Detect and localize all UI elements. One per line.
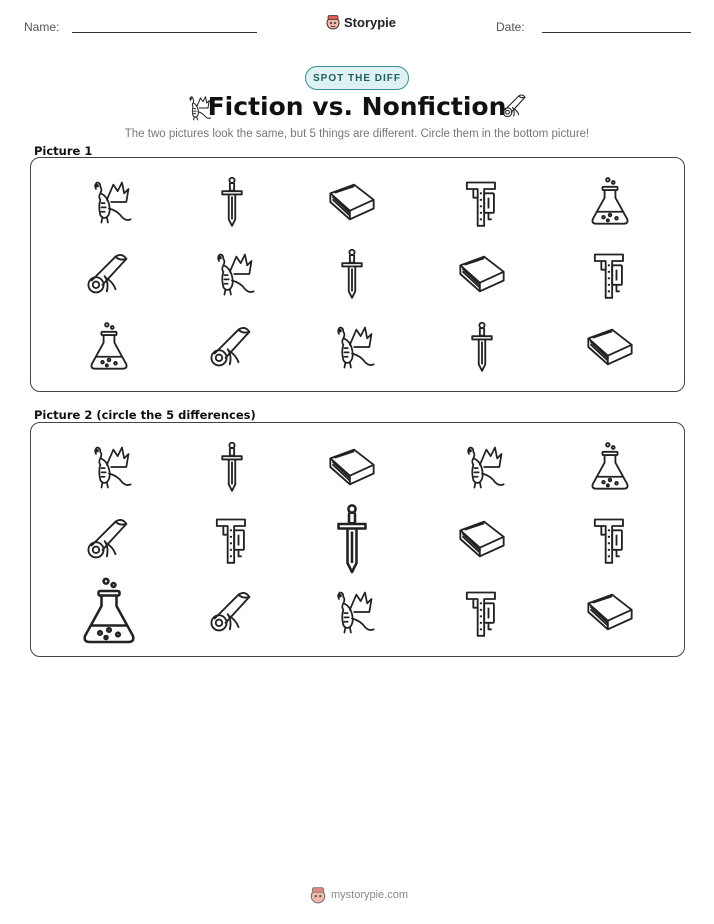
picture-1-caliper-icon[interactable]	[584, 248, 636, 300]
picture-2-sword-icon[interactable]	[316, 503, 388, 575]
picture-2-book-icon[interactable]	[326, 441, 378, 493]
storypie-mascot-icon	[326, 14, 340, 30]
picture-1-book-icon[interactable]	[584, 321, 636, 373]
picture-1-flask-icon[interactable]	[584, 176, 636, 228]
picture-1-book-icon[interactable]	[326, 176, 378, 228]
picture-2-book-icon[interactable]	[584, 586, 636, 638]
spot-the-diff-badge: SPOT THE DIFF	[305, 66, 409, 90]
picture-1-scroll-icon[interactable]	[206, 321, 258, 373]
page-title: Fiction vs. Nonfiction	[207, 92, 507, 121]
instructions: The two pictures look the same, but 5 things are different. Circle them in the bottom picture!	[124, 128, 590, 140]
picture-1-label: Picture 1	[34, 144, 93, 158]
picture-1-frame	[30, 157, 685, 392]
picture-2-sword-icon[interactable]	[206, 441, 258, 493]
footer-url: mystorypie.com	[331, 889, 409, 901]
name-label: Name:	[24, 20, 60, 34]
picture-1-sword-icon[interactable]	[326, 248, 378, 300]
picture-1-caliper-icon[interactable]	[456, 176, 508, 228]
picture-2-caliper-icon[interactable]	[206, 513, 258, 565]
picture-2-scroll-icon[interactable]	[206, 586, 258, 638]
picture-2-flask-icon[interactable]	[584, 441, 636, 493]
brand-logo	[326, 14, 396, 30]
picture-2-book-icon[interactable]	[456, 513, 508, 565]
footer	[310, 886, 408, 904]
picture-1-flask-icon[interactable]	[83, 321, 135, 373]
picture-2-frame	[30, 422, 685, 657]
picture-2-dragon-icon[interactable]	[326, 586, 378, 638]
picture-1-book-icon[interactable]	[456, 248, 508, 300]
picture-1-sword-icon[interactable]	[456, 321, 508, 373]
picture-1-dragon-icon[interactable]	[326, 321, 378, 373]
picture-2-caliper-icon[interactable]	[584, 513, 636, 565]
picture-2-label: Picture 2 (circle the 5 differences)	[34, 408, 256, 422]
name-line	[72, 32, 257, 33]
date-line	[542, 32, 691, 33]
picture-2-flask-icon[interactable]	[73, 576, 145, 648]
picture-1-sword-icon[interactable]	[206, 176, 258, 228]
picture-2-scroll-icon[interactable]	[83, 513, 135, 565]
brand-name: Storypie	[344, 14, 397, 30]
title-scroll-icon	[500, 91, 530, 121]
picture-1-dragon-icon[interactable]	[83, 176, 135, 228]
date-label: Date:	[496, 20, 525, 34]
picture-1-scroll-icon[interactable]	[83, 248, 135, 300]
picture-1-dragon-icon[interactable]	[206, 248, 258, 300]
picture-2-caliper-icon[interactable]	[456, 586, 508, 638]
storypie-mascot-icon	[310, 886, 326, 904]
picture-2-dragon-icon[interactable]	[456, 441, 508, 493]
picture-2-dragon-icon[interactable]	[83, 441, 135, 493]
